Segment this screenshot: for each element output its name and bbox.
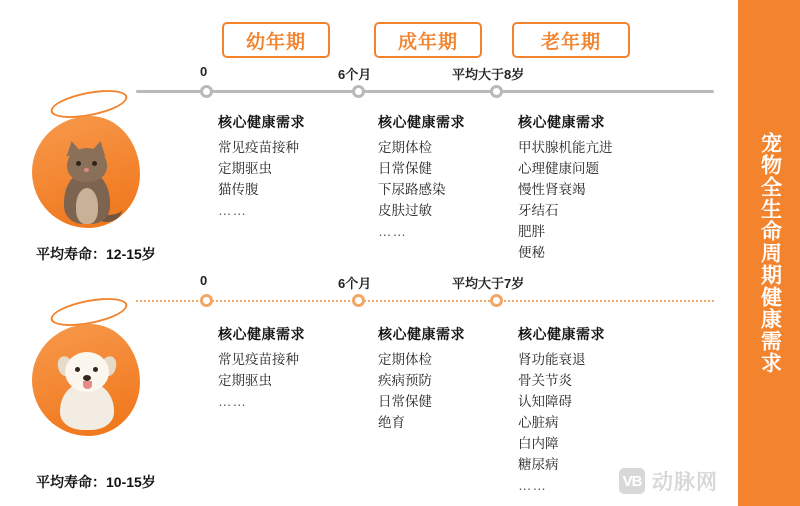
- lifespan-dog: 平均寿命：10-15岁: [36, 474, 156, 490]
- needs-item: 定期驱虫: [218, 372, 272, 388]
- timeline-axis-cat: [136, 90, 714, 93]
- watermark-text: 动脉网: [652, 471, 718, 494]
- needs-ellipsis: ……: [218, 202, 247, 218]
- needs-ellipsis: ……: [518, 477, 547, 493]
- needs-item: 心理健康问题: [518, 160, 599, 176]
- needs-item: 定期驱虫: [218, 160, 272, 176]
- needs-block-dog-puppy: [218, 324, 368, 413]
- needs-title: 核心健康需求: [518, 114, 605, 130]
- cat-photo: [32, 116, 140, 228]
- needs-block-cat-senior: [518, 112, 668, 264]
- timeline-row-cat: [0, 62, 738, 272]
- needs-title: 核心健康需求: [518, 326, 605, 342]
- needs-item: 肾功能衰退: [518, 352, 586, 367]
- needs-item: 白内障: [518, 435, 559, 451]
- needs-item: 下尿路感染: [378, 181, 446, 197]
- side-banner-title: 宠物全生命周期健康需求: [758, 132, 782, 374]
- needs-item: 认知障碍: [518, 393, 572, 409]
- needs-list: [378, 138, 528, 222]
- watermark-logo-icon: VB: [619, 468, 645, 494]
- timeline-node-dog-2: [352, 294, 365, 307]
- timeline-node-dog-3: [490, 294, 503, 307]
- needs-title: 核心健康需求: [218, 326, 305, 342]
- cat-photo-blob: [32, 116, 140, 228]
- stage-chip-senior: [512, 22, 630, 58]
- needs-item: 定期体检: [378, 140, 432, 155]
- timeline-node-cat-1: [200, 85, 213, 98]
- watermark: [619, 466, 718, 496]
- needs-item: 疾病预防: [378, 372, 432, 388]
- tick-label-dog-2: 6个月: [338, 276, 372, 291]
- stage-chip-label: 老年期: [540, 31, 601, 53]
- cat-illustration-icon: [54, 140, 120, 224]
- needs-title: 核心健康需求: [378, 326, 465, 342]
- needs-list: [218, 138, 368, 201]
- needs-title: 核心健康需求: [218, 114, 305, 130]
- needs-list: [218, 350, 368, 392]
- needs-ellipsis: ……: [218, 393, 247, 409]
- needs-list: [378, 350, 528, 434]
- needs-item: 日常保健: [378, 393, 432, 409]
- needs-item: 骨关节炎: [518, 372, 572, 388]
- dog-photo-blob: [32, 324, 140, 436]
- needs-item: 糖尿病: [518, 456, 559, 472]
- needs-item: 便秘: [518, 244, 545, 260]
- timeline-node-dog-1: [200, 294, 213, 307]
- tick-label-dog-3: 平均大于7岁: [452, 276, 525, 291]
- needs-block-cat-puppy: [218, 112, 368, 222]
- side-banner: [738, 0, 800, 506]
- tick-label-dog-1: 0: [200, 273, 208, 288]
- needs-item: 定期体检: [378, 352, 432, 367]
- needs-block-cat-adult: [378, 112, 528, 243]
- stage-chip-label: 幼年期: [245, 31, 306, 53]
- lifespan-cat: 平均寿命：12-15岁: [36, 246, 156, 262]
- needs-ellipsis: ……: [378, 223, 407, 239]
- timeline-node-cat-2: [352, 85, 365, 98]
- stage-chip-label: 成年期: [397, 31, 458, 53]
- stage-chip-puppy: [222, 22, 330, 58]
- dog-illustration-icon: [52, 346, 122, 430]
- stage-chip-adult: [374, 22, 482, 58]
- tick-label-cat-1: 0: [200, 64, 208, 79]
- needs-title: 核心健康需求: [378, 114, 465, 130]
- needs-item: 皮肤过敏: [378, 202, 432, 218]
- needs-item: 日常保健: [378, 160, 432, 176]
- needs-list: [518, 350, 668, 476]
- timeline-node-cat-3: [490, 85, 503, 98]
- needs-item: 慢性肾衰竭: [518, 181, 586, 197]
- needs-item: 心脏病: [518, 414, 559, 430]
- tick-label-cat-2: 6个月: [338, 67, 372, 82]
- needs-item: 常见疫苗接种: [218, 352, 299, 367]
- needs-item: 牙结石: [518, 202, 559, 218]
- needs-block-dog-adult: [378, 324, 528, 434]
- needs-item: 肥胖: [518, 223, 545, 239]
- needs-item: 绝育: [378, 414, 405, 430]
- timeline-axis-dog: [136, 300, 714, 302]
- tick-label-cat-3: 平均大于8岁: [452, 67, 525, 82]
- needs-list: [518, 138, 668, 264]
- needs-item: 常见疫苗接种: [218, 140, 299, 155]
- dog-photo: [32, 324, 140, 436]
- needs-item: 猫传腹: [218, 181, 259, 197]
- needs-item: 甲状腺机能亢进: [518, 140, 613, 155]
